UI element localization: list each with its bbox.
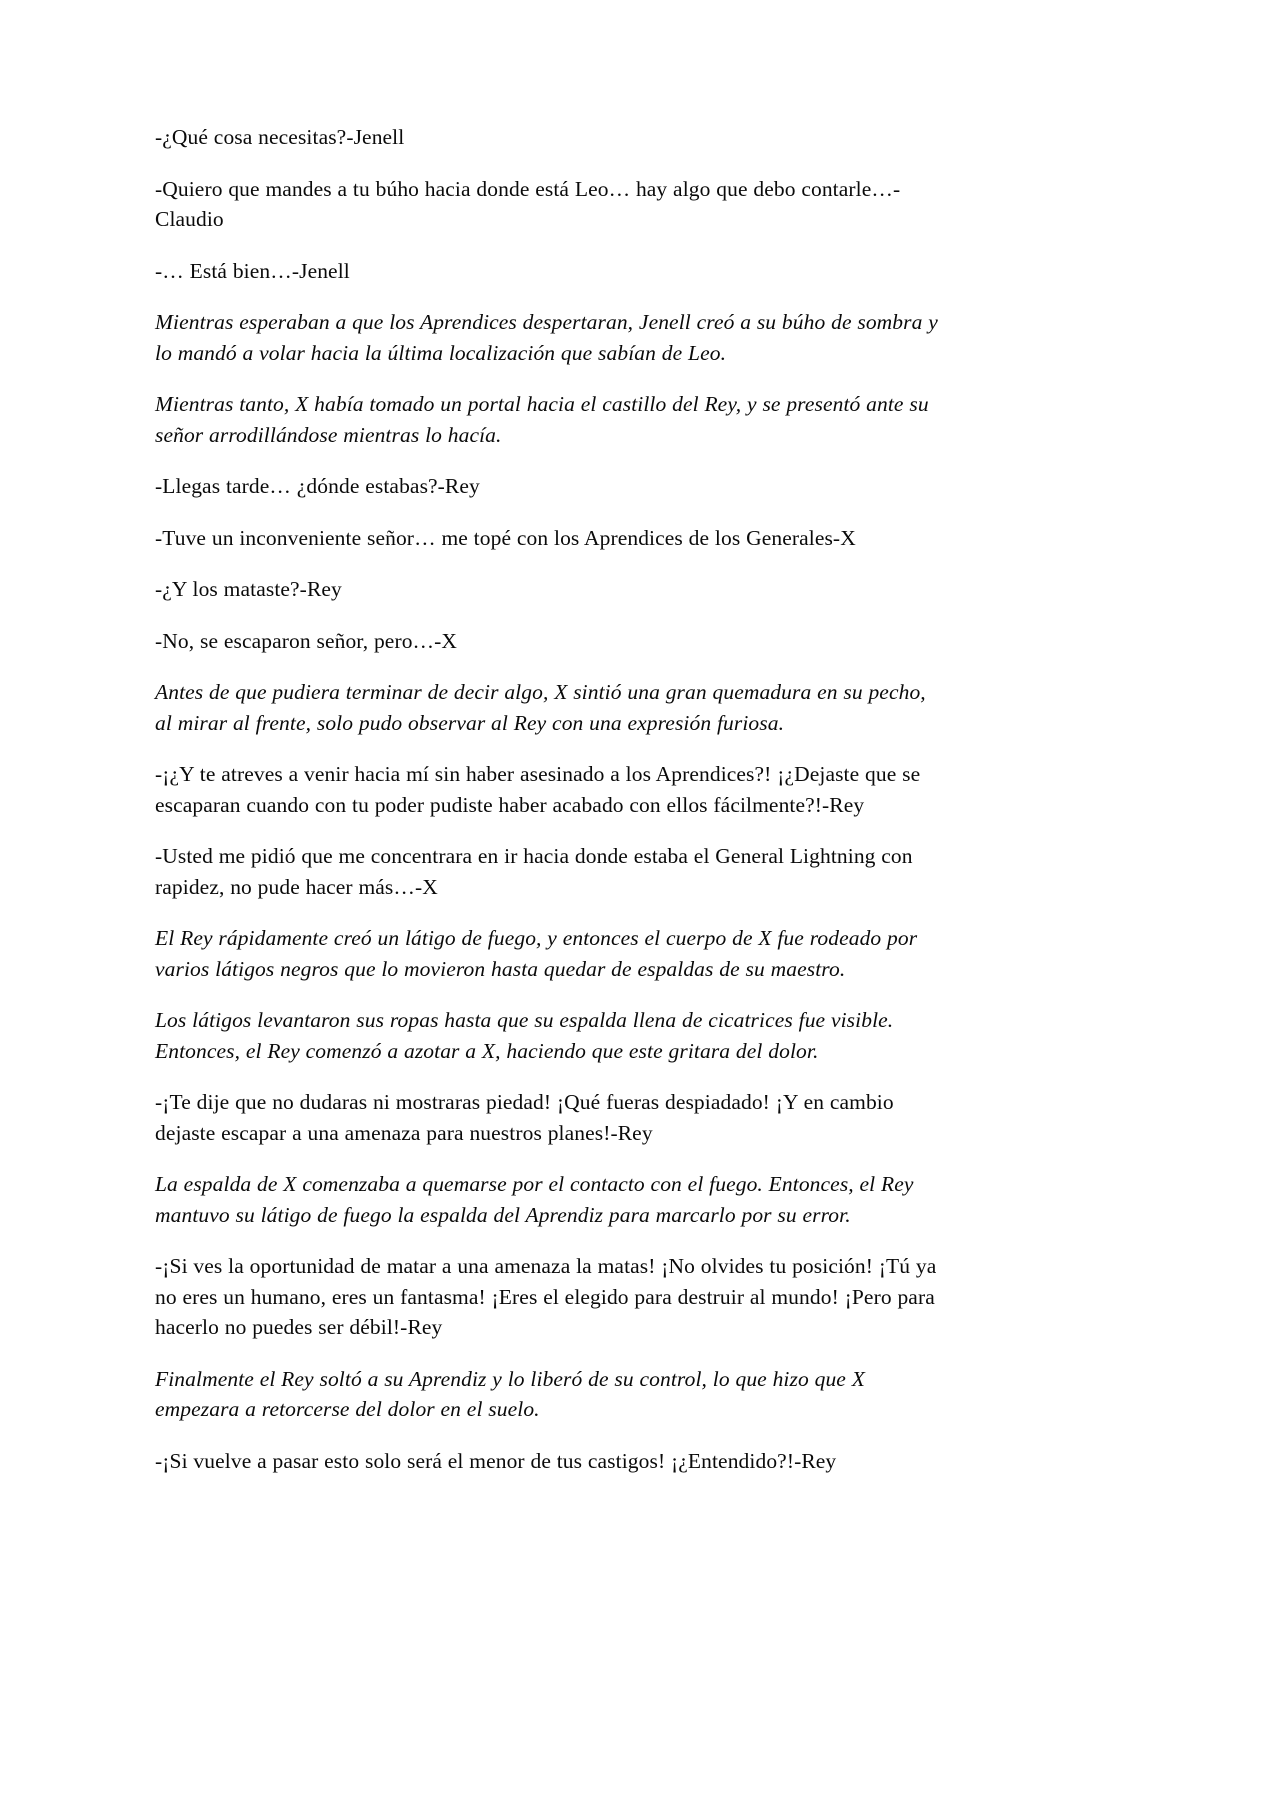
dialogue-line: -¿Y los mataste?-Rey	[155, 577, 342, 602]
dialogue-line: -Usted me pidió que me concentrara en ir hacia donde estaba el General Lightning con rapidez, no pude hacer más…-X	[155, 844, 913, 899]
narrative-paragraph: Antes de que pudiera terminar de decir algo, X sintió una gran quemadura en su pecho, al mirar al frente, solo pudo observar al Rey con una expresión furiosa.	[155, 680, 926, 735]
dialogue-line: -¡Si vuelve a pasar esto solo será el menor de tus castigos! ¡¿Entendido?!-Rey	[155, 1448, 837, 1473]
dialogue-line: -¡¿Y te atreves a venir hacia mí sin haber asesinado a los Aprendices?! ¡¿Dejaste que se escaparan cuando con tu poder pudiste haber acabado con ellos fácilmente?!-Rey	[155, 762, 921, 817]
dialogue-line: -Llegas tarde… ¿dónde estabas?-Rey	[155, 474, 480, 499]
document-text-body	[155, 122, 947, 1477]
dialogue-line: -… Está bien…-Jenell	[155, 258, 350, 283]
narrative-paragraph: El Rey rápidamente creó un látigo de fuego, y entonces el cuerpo de X fue rodeado por varios látigos negros que lo movieron hasta quedar de espaldas de su maestro.	[155, 926, 918, 981]
narrative-paragraph: Mientras esperaban a que los Aprendices despertaran, Jenell creó a su búho de sombra y lo mandó a volar hacia la última localización que sabían de Leo.	[155, 310, 938, 365]
dialogue-line: -¡Te dije que no dudaras ni mostraras piedad! ¡Qué fueras despiadado! ¡Y en cambio dejaste escapar a una amenaza para nuestros planes!-Rey	[155, 1090, 894, 1145]
dialogue-line: -Quiero que mandes a tu búho hacia donde está Leo… hay algo que debo contarle…-Claudio	[155, 176, 901, 232]
narrative-paragraph: Mientras tanto, X había tomado un portal hacia el castillo del Rey, y se presentó ante su señor arrodillándose mientras lo hacía.	[155, 392, 929, 447]
dialogue-line: -¡Si ves la oportunidad de matar a una amenaza la matas! ¡No olvides tu posición! ¡Tú ya no eres un humano, eres un fantasma! ¡Eres el elegido para destruir al mundo! ¡Pero para hacerlo no puedes ser débil!-Rey	[155, 1254, 937, 1340]
narrative-paragraph: La espalda de X comenzaba a quemarse por el contacto con el fuego. Entonces, el Rey mantuvo su látigo de fuego la espalda del Aprendiz para marcarlo por su error.	[155, 1172, 914, 1227]
dialogue-line: -Tuve un inconveniente señor… me topé con los Aprendices de los Generales-X	[155, 525, 856, 550]
narrative-paragraph: Los látigos levantaron sus ropas hasta que su espalda llena de cicatrices fue visible. Entonces, el Rey comenzó a azotar a X, haciendo que este gritara del dolor.	[155, 1008, 894, 1063]
dialogue-line: -¿Qué cosa necesitas?-Jenell	[155, 125, 405, 149]
dialogue-line: -No, se escaparon señor, pero…-X	[155, 628, 458, 653]
narrative-paragraph: Finalmente el Rey soltó a su Aprendiz y lo liberó de su control, lo que hizo que X empezara a retorcerse del dolor en el suelo.	[155, 1366, 865, 1422]
